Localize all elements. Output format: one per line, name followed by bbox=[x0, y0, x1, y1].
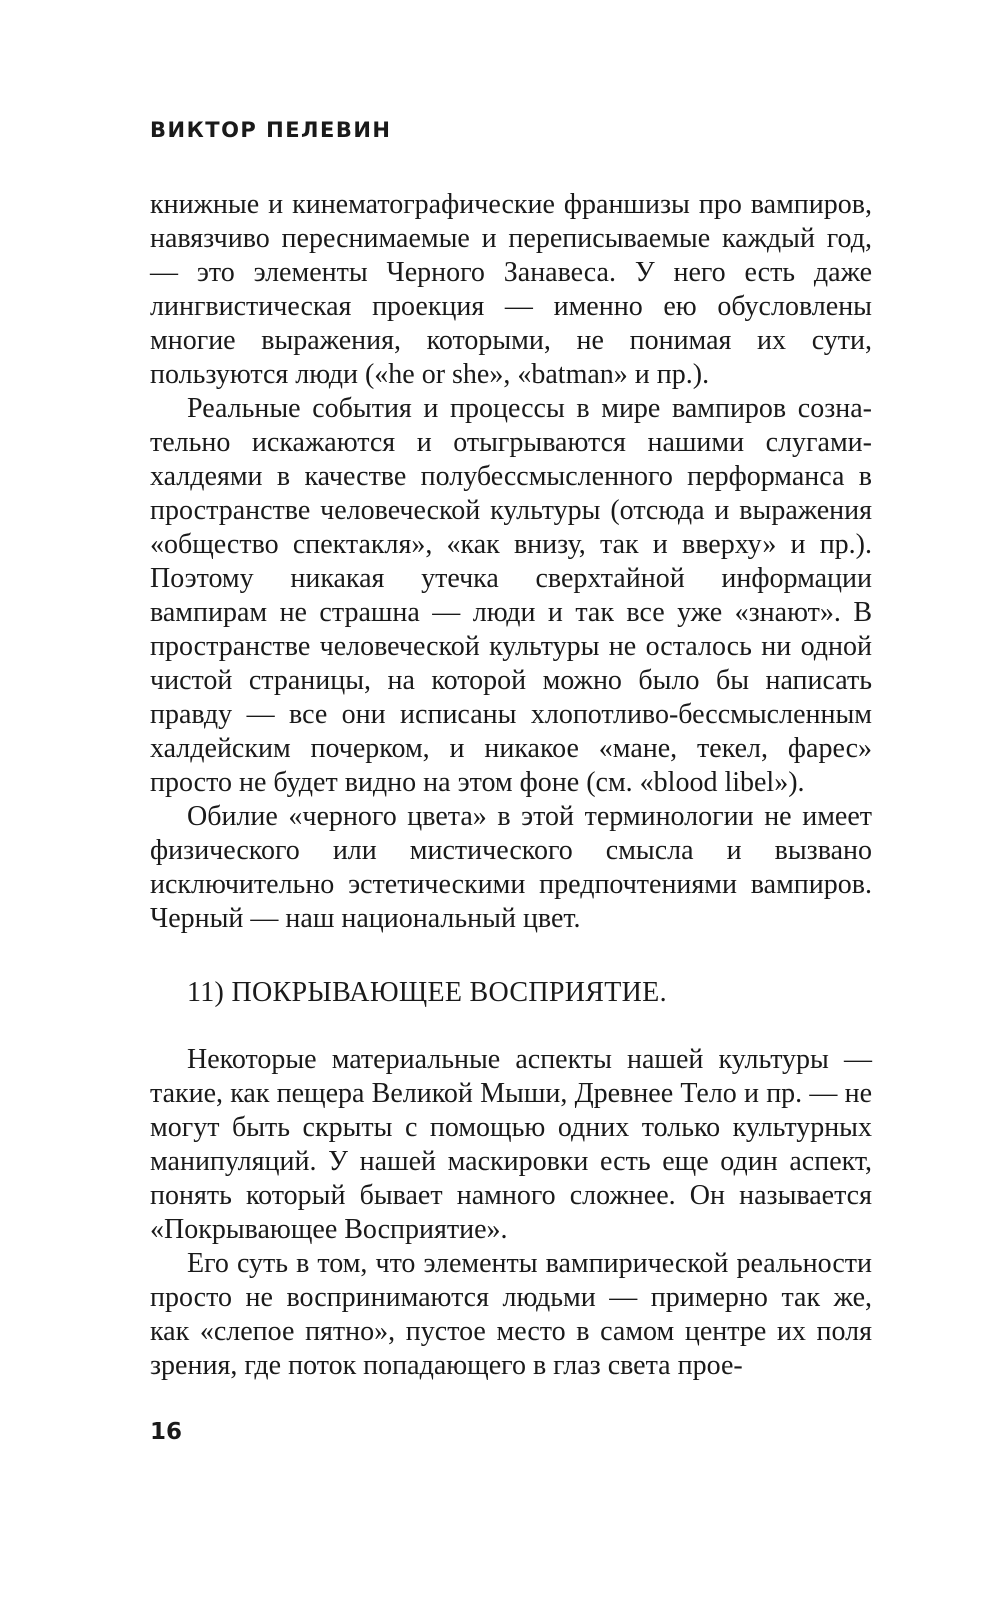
paragraph: Его суть в том, что элементы вампирической реальности просто не воспринимаются людьми — примерно так же, как «слепое пятно», пустое место в самом центре их поля зрения, где поток попадающего в глаз света прое- bbox=[150, 1248, 872, 1381]
running-head: ВИКТОР ПЕЛЕВИН bbox=[150, 118, 392, 142]
paragraph: Некоторые материальные аспекты нашей культуры — такие, как пещера Великой Мыши, Древнее Тело и пр. — не могут быть скрыты с помощью одних только культурных манипуляций. У нашей маскировки есть еще один аспект, понять который бывает намного сложнее. Он называется «Покрывающее Восприятие». bbox=[150, 1044, 872, 1245]
paragraph: Реальные события и процессы в мире вампиров сознательно искажаются и отыгрываются нашими слугами-халдеями в качестве полубессмысленного перформанса в пространстве человеческой культуры (отсюда и выражения «общество спектакля», «как внизу, так и вверху» и пр.). Поэтому никакая утечка сверхтайной информации вампирам не страшна — люди и так все уже «знают». В пространстве человеческой культуры не осталось ни одной чистой страницы, на которой можно было бы написать правду — все они исписаны хлопотливо-бессмысленным халдейским почерком, и никакое «мане, текел, фарес» просто не будет видно на этом фоне (см. «blood libel»). bbox=[150, 393, 872, 798]
page-number: 16 bbox=[150, 1419, 183, 1445]
paragraph: Обилие «черного цвета» в этой терминологии не имеет физического или мистического смысла и вызвано исключительно эстетическими предпочтениями вампиров. Черный — наш национальный цвет. bbox=[150, 801, 872, 934]
paragraph: книжные и кинематографические франшизы про вампиров, навязчиво переснимаемые и переписываемые каждый год, — это элементы Черного Занавеса. У него есть даже лингвистическая проекция — именно ею обусловлены многие выражения, которыми, не понимая их сути, пользуются люди («he or she», «batman» и пр.). bbox=[150, 189, 872, 390]
section-heading: 11) ПОКРЫВАЮЩЕЕ ВОСПРИЯТИЕ. bbox=[187, 977, 667, 1008]
body-text bbox=[150, 188, 872, 1383]
